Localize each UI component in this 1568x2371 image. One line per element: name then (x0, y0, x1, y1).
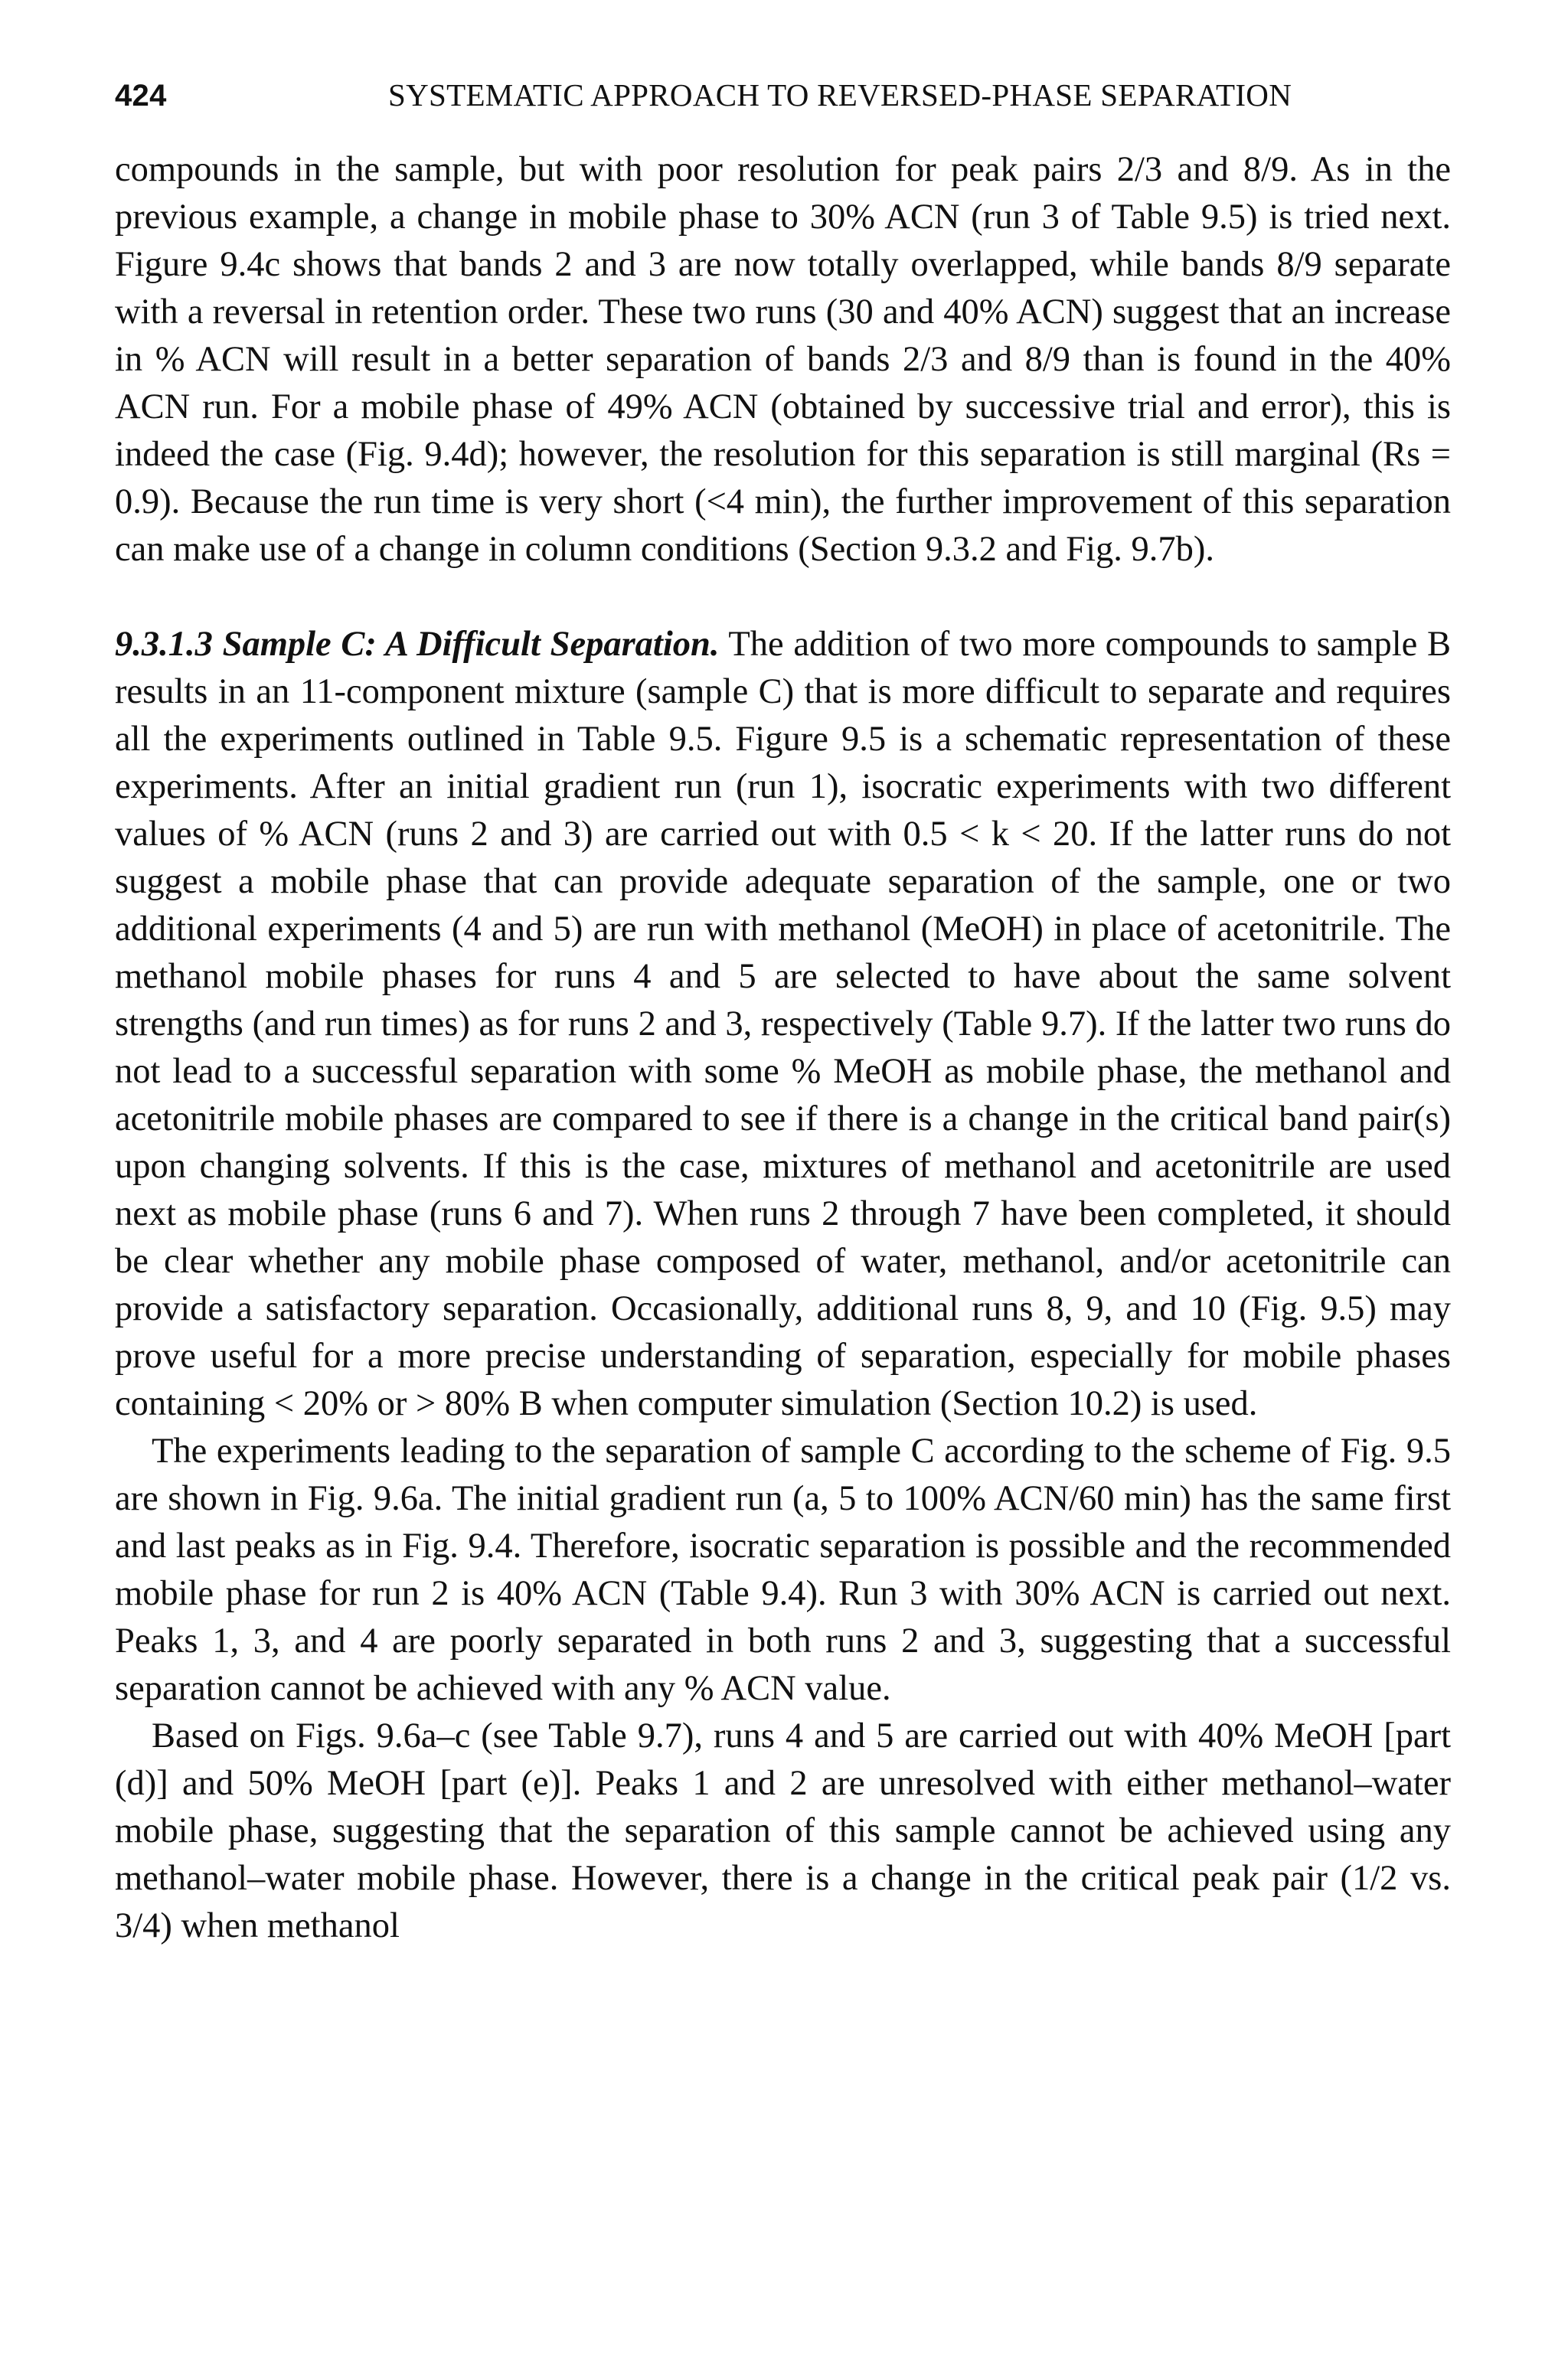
section-text: The addition of two more compounds to sample B results in an 11-component mixture (sample C) that is more difficult to separate and requires all the experiments outlined in Table 9.5. Figure 9.5 is a schematic representation of these experiments. After an initial gradient run (run 1), isocratic experiments with two different values of % ACN (runs 2 and 3) are carried out with 0.5 < k < 20. If the latter runs do not suggest a mobile phase that can provide adequate separation of the sample, one or two additional experiments (4 and 5) are run with methanol (MeOH) in place of acetonitrile. The methanol mobile phases for runs 4 and 5 are selected to have about the same solvent strengths (and run times) as for runs 2 and 3, respectively (Table 9.7). If the latter two runs do not lead to a successful separation with some % MeOH as mobile phase, the methanol and acetonitrile mobile phases are compared to see if there is a change in the critical band pair(s) upon changing solvents. If this is the case, mixtures of methanol and acetonitrile are used next as mobile phase (runs 6 and 7). When runs 2 through 7 have been completed, it should be clear whether any mobile phase composed of water, methanol, and/or acetonitrile can provide a satisfactory separation. Occasionally, additional runs 8, 9, and 10 (Fig. 9.5) may prove useful for a more precise understanding of separation, especially for mobile phases containing < 20% or > 80% B when computer simulation (Section 10.2) is used. (115, 625, 1451, 1423)
running-header (115, 75, 1451, 116)
book-page (115, 75, 1451, 1950)
paragraph-experiments: The experiments leading to the separation of sample C according to the scheme of Fig. 9.5 are shown in Fig. 9.6a. The initial gradient run (a, 5 to 100% ACN/60 min) has the same first and last peaks as in Fig. 9.4. Therefore, isocratic separation is possible and the recommended mobile phase for run 2 is 40% ACN (Table 9.4). Run 3 with 30% ACN is carried out next. Peaks 1, 3, and 4 are poorly separated in both runs 2 and 3, suggesting that a successful separation cannot be achieved with any % ACN value. (115, 1432, 1451, 1708)
page-number: 424 (115, 79, 167, 113)
paragraph-continuation: compounds in the sample, but with poor resolution for peak pairs 2/3 and 8/9. As in the previous example, a change in mobile phase to 30% ACN (run 3 of Table 9.5) is tried next. Figure 9.4c shows that bands 2 and 3 are now totally overlapped, while bands 8/9 separate with a reversal in retention order. These two runs (30 and 40% ACN) suggest that an increase in % ACN will result in a better separation of bands 2/3 and 8/9 than is found in the 40% ACN run. For a mobile phase of 49% ACN (obtained by successive trial and error), this is indeed the case (Fig. 9.4d); however, the resolution for this separation is still marginal (Rs = 0.9). Because the run time is very short (<4 min), the further improvement of this separation can make use of a change in column conditions (Section 9.3.2 and Fig. 9.7b). (115, 150, 1451, 569)
section-number: 9.3.1.3 (115, 625, 213, 664)
section-spacer (115, 573, 1451, 621)
body-text (115, 146, 1451, 1950)
paragraph-methanol-runs: Based on Figs. 9.6a–c (see Table 9.7), runs 4 and 5 are carried out with 40% MeOH [part (d)] and 50% MeOH [part (e)]. Peaks 1 and 2 are unresolved with either methanol–water mobile phase, suggesting that the separation of this sample cannot be achieved using any methanol–water mobile phase. However, there is a change in the critical peak pair (1/2 vs. 3/4) when methanol (115, 1716, 1451, 1945)
section-heading: Sample C: A Difficult Separation. (222, 625, 720, 664)
running-title: SYSTEMATIC APPROACH TO REVERSED-PHASE SEPARATION (388, 77, 1292, 113)
section-paragraph (115, 621, 1451, 1428)
